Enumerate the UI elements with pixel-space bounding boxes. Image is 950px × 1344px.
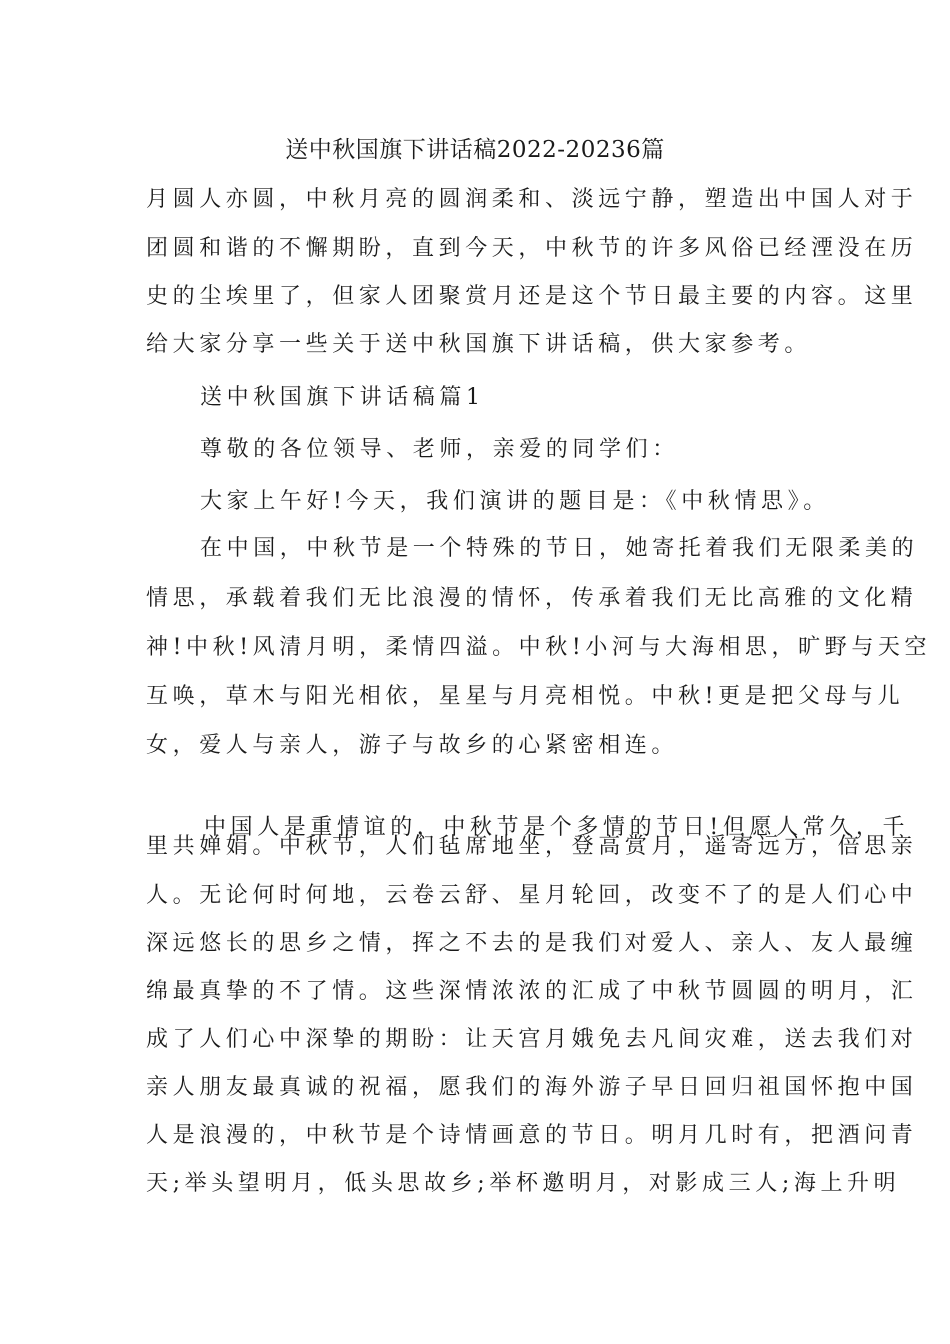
paragraph-line: 月圆人亦圆，中秋月亮的圆润柔和、淡远宁静，塑造出中国人对于 (146, 187, 918, 212)
paragraph-line: 大家上午好!今天，我们演讲的题目是：《中秋情思》。 (200, 489, 830, 514)
paragraph-line: 给大家分享一些关于送中秋国旗下讲话稿，供大家参考。 (146, 332, 812, 357)
document-title: 送中秋国旗下讲话稿2022-20236篇 (285, 137, 665, 163)
paragraph-line: 人是浪漫的，中秋节是个诗情画意的节日。明月几时有，把酒问青 (146, 1123, 918, 1148)
paragraph-line: 成了人们心中深挚的期盼：让天宫月娥免去凡间灾难，送去我们对 (146, 1027, 918, 1052)
paragraph-line: 女，爱人与亲人，游子与故乡的心紧密相连。 (146, 733, 679, 758)
paragraph-line: 绵最真挚的不了情。这些深情浓浓的汇成了中秋节圆圆的明月，汇 (146, 979, 918, 1004)
paragraph-line: 团圆和谐的不懈期盼，直到今天，中秋节的许多风俗已经湮没在历 (146, 236, 918, 261)
salutation-line: 尊敬的各位领导、老师，亲爱的同学们： (200, 437, 679, 462)
paragraph-line: 中国人是重情谊的，中秋节是个多情的节日!但愿人常久，千 (204, 815, 910, 840)
paragraph-line: 深远悠长的思乡之情，挥之不去的是我们对爱人、亲人、友人最缠 (146, 931, 918, 956)
paragraph-line: 神!中秋!风清月明，柔情四溢。中秋!小河与大海相思，旷野与天空 (146, 635, 932, 660)
paragraph-line: 互唤，草木与阳光相依，星星与月亮相悦。中秋!更是把父母与儿 (146, 684, 905, 709)
paragraph-line: 史的尘埃里了，但家人团聚赏月还是这个节日最主要的内容。这里 (146, 284, 918, 309)
paragraph-line: 天;举头望明月，低头思故乡;举杯邀明月，对影成三人;海上升明 (146, 1171, 901, 1196)
paragraph-line: 情思，承载着我们无比浪漫的情怀，传承着我们无比高雅的文化精 (146, 586, 918, 611)
paragraph-line: 人。无论何时何地，云卷云舒、星月轮回，改变不了的是人们心中 (146, 883, 918, 908)
paragraph-line: 亲人朋友最真诚的祝福，愿我们的海外游子早日回归祖国怀抱中国 (146, 1075, 918, 1100)
section-heading: 送中秋国旗下讲话稿篇1 (200, 385, 485, 410)
paragraph-line: 里共婵娟。中秋节，人们毡席地坐，登高赏月，遥寄远方，倍思亲 (146, 834, 918, 859)
paragraph-line: 在中国，中秋节是一个特殊的节日，她寄托着我们无限柔美的 (200, 536, 919, 561)
